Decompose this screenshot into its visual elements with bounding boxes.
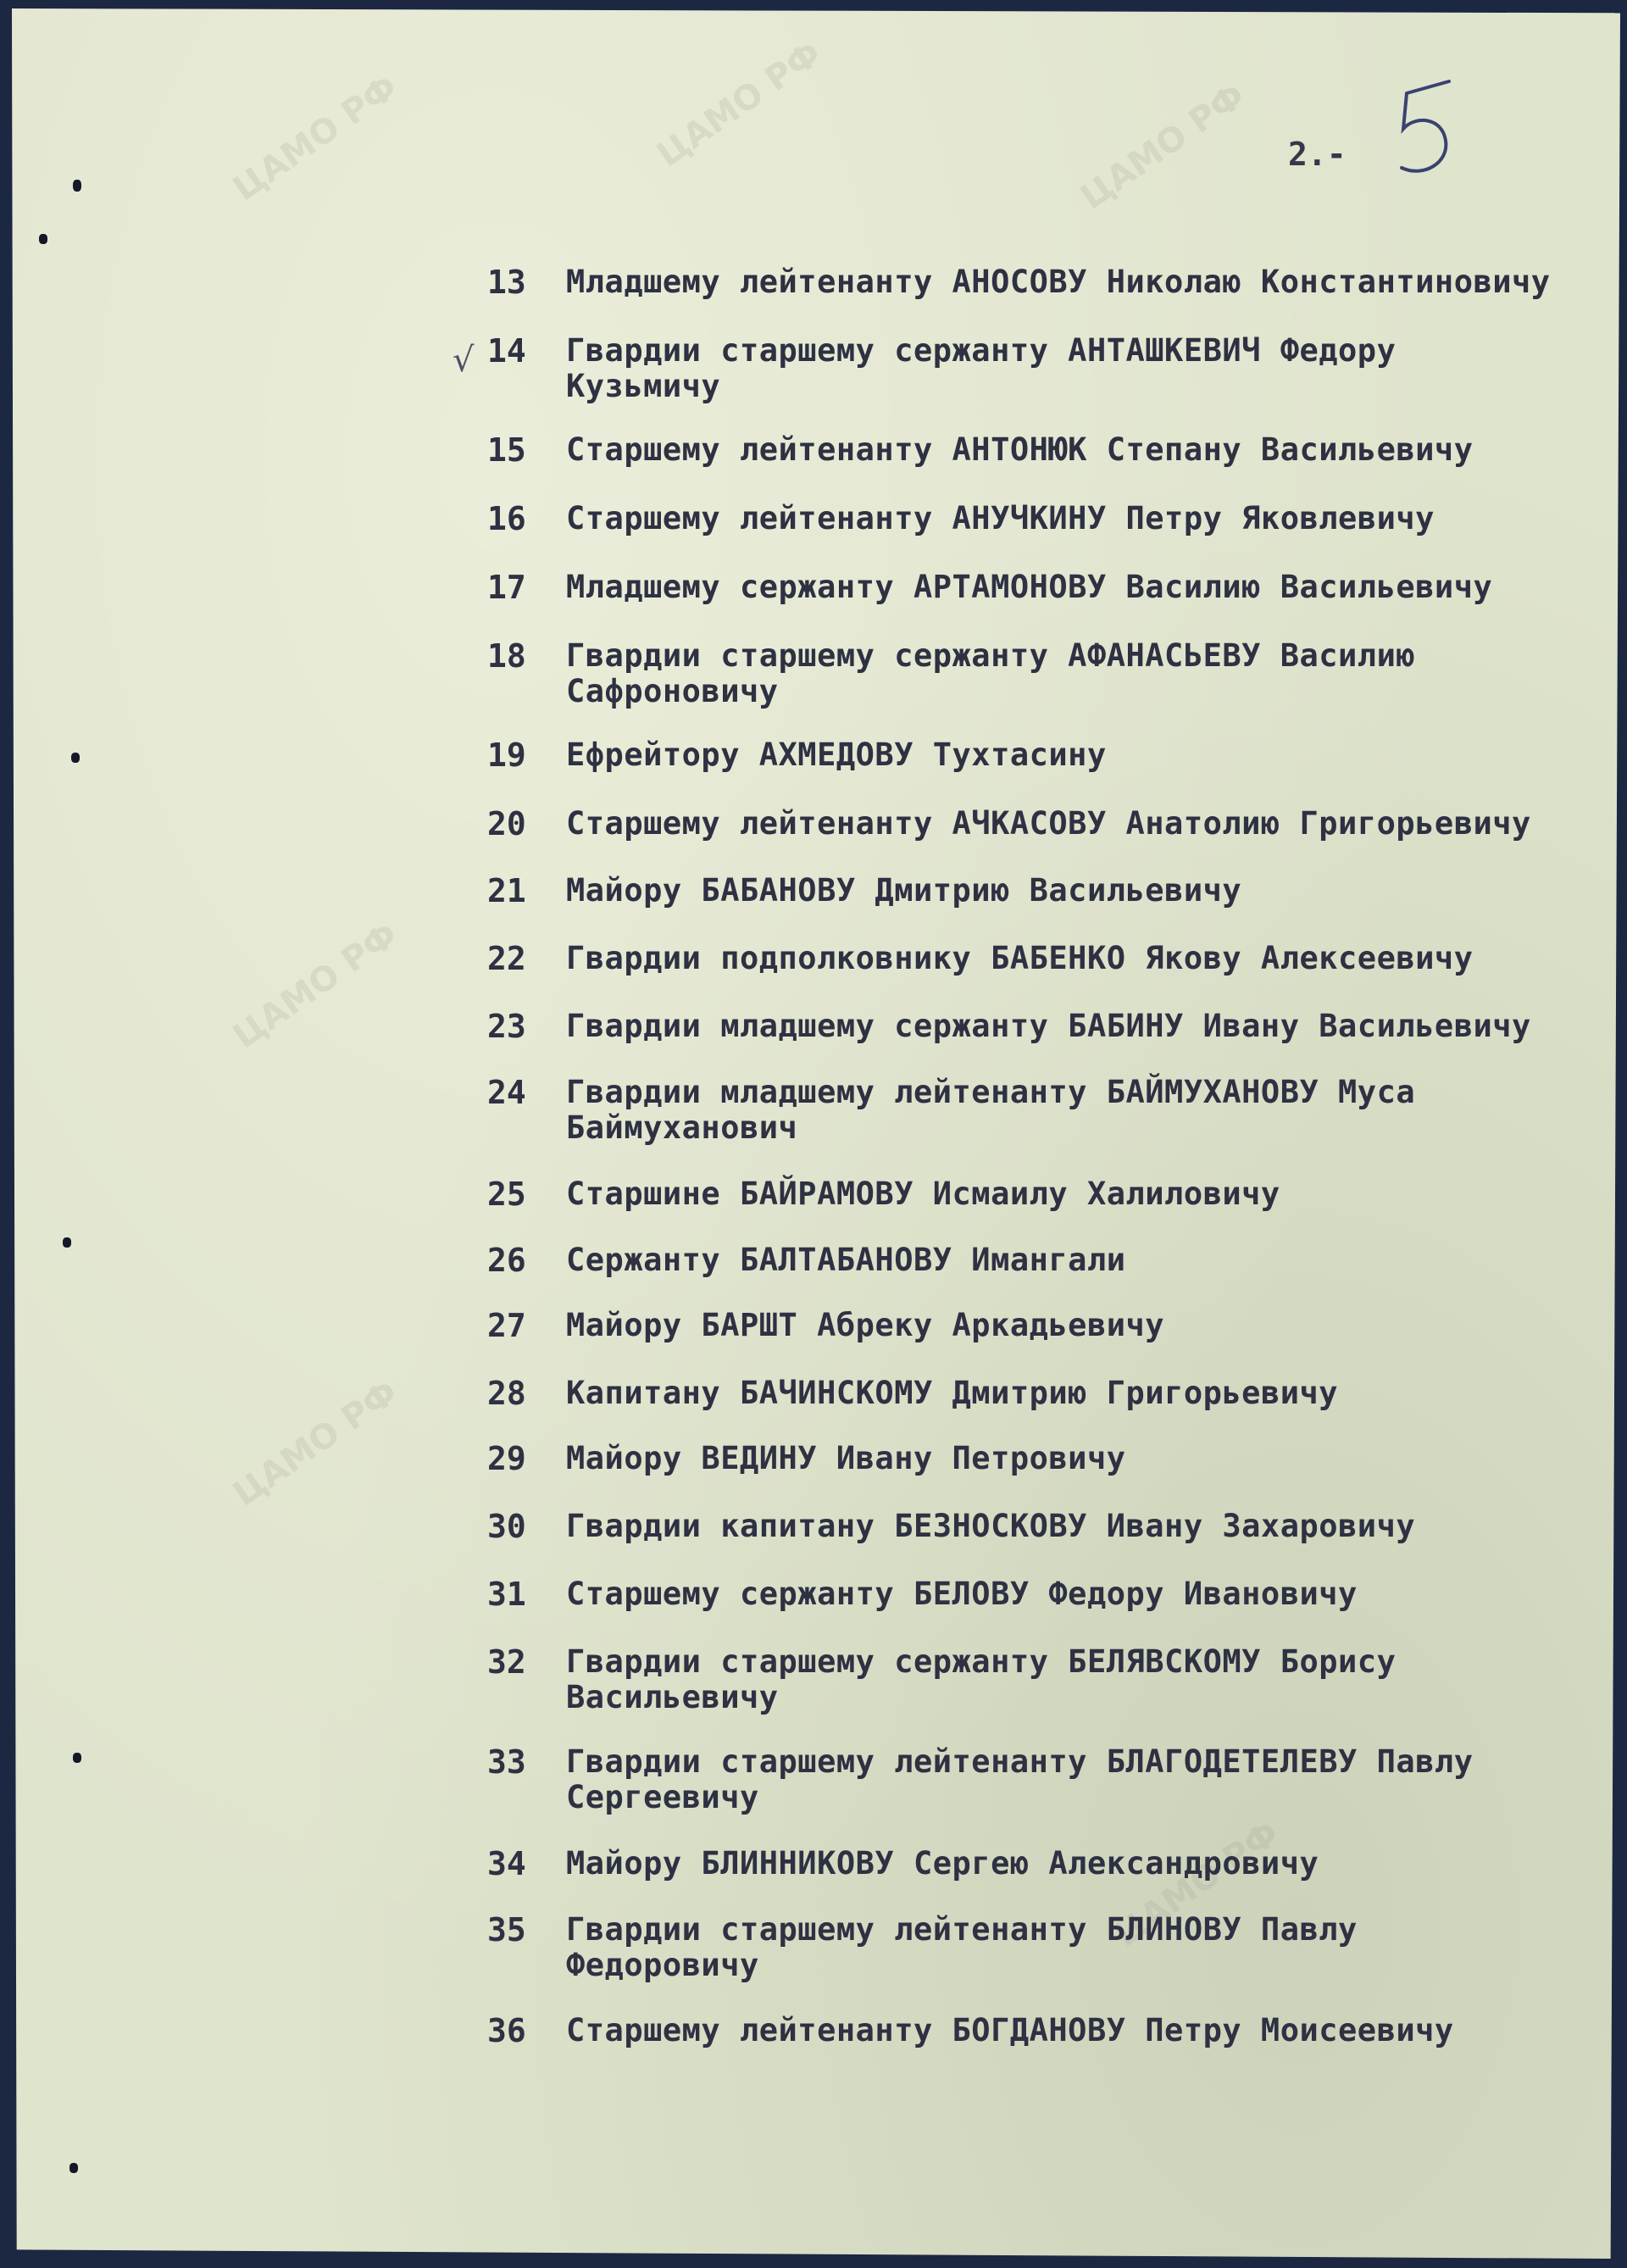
entry-number: 13 bbox=[487, 264, 526, 301]
entry-number: 34 bbox=[487, 1845, 526, 1882]
entry-number: 32 bbox=[487, 1643, 526, 1681]
entry-text: Капитану БАЧИНСКОМУ Дмитрию Григорьевичу bbox=[566, 1375, 1339, 1411]
archive-watermark: ЦАМО РФ bbox=[1074, 75, 1252, 218]
entry-number: 14 bbox=[487, 332, 526, 370]
archive-watermark: ЦАМО РФ bbox=[1108, 1813, 1286, 1955]
entry-text: Ефрейтору АХМЕДОВУ Тухтасину bbox=[566, 737, 1107, 773]
entry-text: Старшему лейтенанту АЧКАСОВУ Анатолию Григорьевичу bbox=[566, 805, 1531, 842]
entry-number: 33 bbox=[487, 1743, 526, 1781]
entry-text: Старшему лейтенанту БОГДАНОВУ Петру Моисеевичу bbox=[566, 2012, 1454, 2048]
entry-number: 19 bbox=[487, 737, 526, 774]
entry-text: Младшему лейтенанту АНОСОВУ Николаю Константиновичу bbox=[566, 264, 1551, 300]
entry-number: 25 bbox=[487, 1176, 526, 1213]
entry-text: Сержанту БАЛТАБАНОВУ Имангали bbox=[566, 1242, 1126, 1278]
entry-text: Майору БАБАНОВУ Дмитрию Васильевичу bbox=[566, 872, 1242, 909]
entry-text: Старшине БАЙРАМОВУ Исмаилу Халиловичу bbox=[566, 1176, 1280, 1212]
entry-number: 23 bbox=[487, 1008, 526, 1045]
entry-number: 18 bbox=[487, 637, 526, 675]
archive-watermark: ЦАМО РФ bbox=[650, 33, 829, 175]
entry-text: Гвардии старшему сержанту АФАНАСЬЕВУ Василию Сафроновичу bbox=[566, 637, 1416, 709]
entry-number: 30 bbox=[487, 1508, 526, 1545]
entry-number: 27 bbox=[487, 1307, 526, 1344]
entry-number: 36 bbox=[487, 2012, 526, 2049]
archive-watermark: ЦАМО РФ bbox=[226, 914, 405, 1057]
entry-text: Младшему сержанту АРТАМОНОВУ Василию Васильевичу bbox=[566, 569, 1493, 605]
entry-number: 24 bbox=[487, 1074, 526, 1111]
entry-number: 26 bbox=[487, 1242, 526, 1279]
entry-number: 29 bbox=[487, 1440, 526, 1477]
entry-number: 22 bbox=[487, 940, 526, 977]
entry-number: 15 bbox=[487, 431, 526, 469]
entry-number: 20 bbox=[487, 805, 526, 842]
entry-text: Гвардии капитану БЕЗНОСКОВУ Ивану Захаровичу bbox=[566, 1508, 1416, 1544]
check-mark: √ bbox=[453, 341, 475, 380]
entry-number: 17 bbox=[487, 569, 526, 606]
entry-text: Гвардии старшему сержанту АНТАШКЕВИЧ Федору Кузьмичу bbox=[566, 332, 1397, 404]
entry-number: 28 bbox=[487, 1375, 526, 1412]
entry-number: 31 bbox=[487, 1576, 526, 1613]
entry-text: Майору БАРШТ Абреку Аркадьевичу bbox=[566, 1307, 1165, 1343]
archive-watermark: ЦАМО РФ bbox=[226, 1372, 405, 1515]
entry-text: Гвардии старшему сержанту БЕЛЯВСКОМУ Борису Васильевичу bbox=[566, 1643, 1397, 1715]
entry-number: 21 bbox=[487, 872, 526, 909]
archive-watermark: ЦАМО РФ bbox=[226, 67, 405, 209]
entry-number: 16 bbox=[487, 500, 526, 537]
entry-text: Старшему лейтенанту АНТОНЮК Степану Васильевичу bbox=[566, 431, 1474, 468]
entry-text: Майору ВЕДИНУ Ивану Петровичу bbox=[566, 1440, 1126, 1476]
entry-text: Майору БЛИННИКОВУ Сергею Александровичу bbox=[566, 1845, 1319, 1882]
entry-text: Гвардии подполковнику БАБЕНКО Якову Алексеевичу bbox=[566, 940, 1474, 976]
entry-text: Гвардии старшему лейтенанту БЛАГОДЕТЕЛЕВУ Павлу Сергеевичу bbox=[566, 1743, 1474, 1815]
entry-text: Гвардии младшему лейтенанту БАЙМУХАНОВУ Муса Баймуханович bbox=[566, 1074, 1416, 1146]
entry-number: 35 bbox=[487, 1911, 526, 1948]
entry-text: Старшему лейтенанту АНУЧКИНУ Петру Яковлевичу bbox=[566, 500, 1435, 536]
entry-text: Старшему сержанту БЕЛОВУ Федору Ивановичу bbox=[566, 1576, 1358, 1612]
page-number: 2.- bbox=[1288, 136, 1347, 173]
entry-text: Гвардии младшему сержанту БАБИНУ Ивану Васильевичу bbox=[566, 1008, 1531, 1044]
entry-text: Гвардии старшему лейтенанту БЛИНОВУ Павлу Федоровичу bbox=[566, 1911, 1358, 1983]
